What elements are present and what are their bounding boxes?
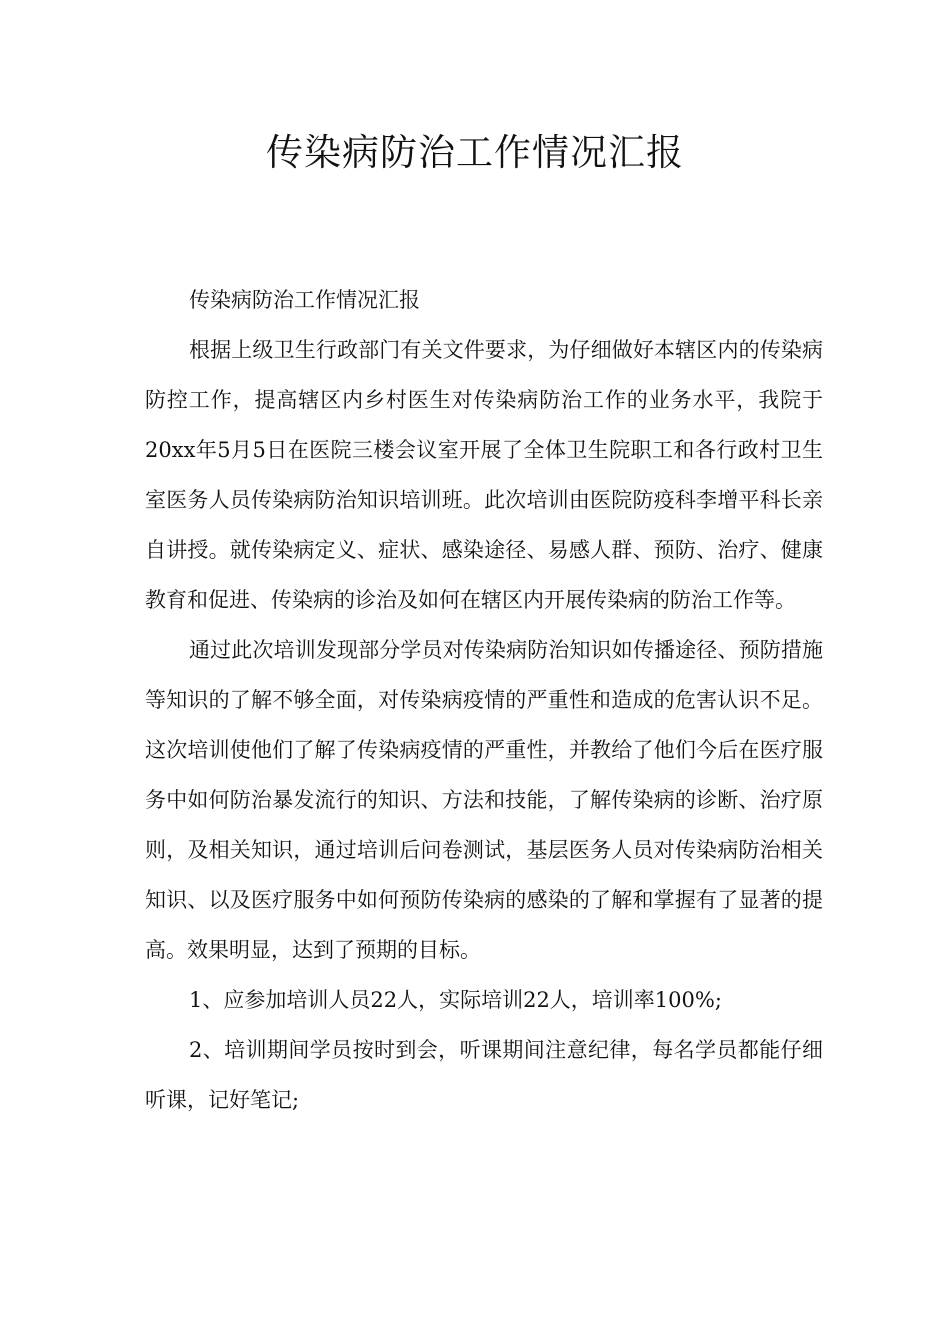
paragraph-subtitle: 传染病防治工作情况汇报 xyxy=(189,288,420,312)
document-title: 传染病防治工作情况汇报 xyxy=(266,131,684,174)
paragraph-item-1: 1、应参加培训人员22人，实际培训22人，培训率100%; xyxy=(189,988,722,1012)
paragraph-item-2: 2、培训期间学员按时到会，听课期间注意纪律，每名学员都能仔细听课，记好笔记; xyxy=(145,1038,823,1112)
document-body xyxy=(145,275,823,1125)
paragraph-intro: 根据上级卫生行政部门有关文件要求，为仔细做好本辖区内的传染病防控工作，提高辖区内乡村医生对传染病防治工作的业务水平，我院于20xx年5月5日在医院三楼会议室开展了全体卫生院职工和各行政村卫生室医务人员传染病防治知识培训班。此次培训由医院防疫科李增平科长亲自讲授。就传染病定义、症状、感染途径、易感人群、预防、治疗、健康教育和促进、传染病的诊治及如何在辖区内开展传染病的防治工作等。 xyxy=(145,338,823,612)
paragraph-findings: 通过此次培训发现部分学员对传染病防治知识如传播途径、预防措施等知识的了解不够全面，对传染病疫情的严重性和造成的危害认识不足。这次培训使他们了解了传染病疫情的严重性，并教给了他们今后在医疗服务中如何防治暴发流行的知识、方法和技能，了解传染病的诊断、治疗原则，及相关知识，通过培训后问卷测试，基层医务人员对传染病防治相关知识、以及医疗服务中如何预防传染病的感染的了解和掌握有了显著的提高。效果明显，达到了预期的目标。 xyxy=(145,638,823,962)
